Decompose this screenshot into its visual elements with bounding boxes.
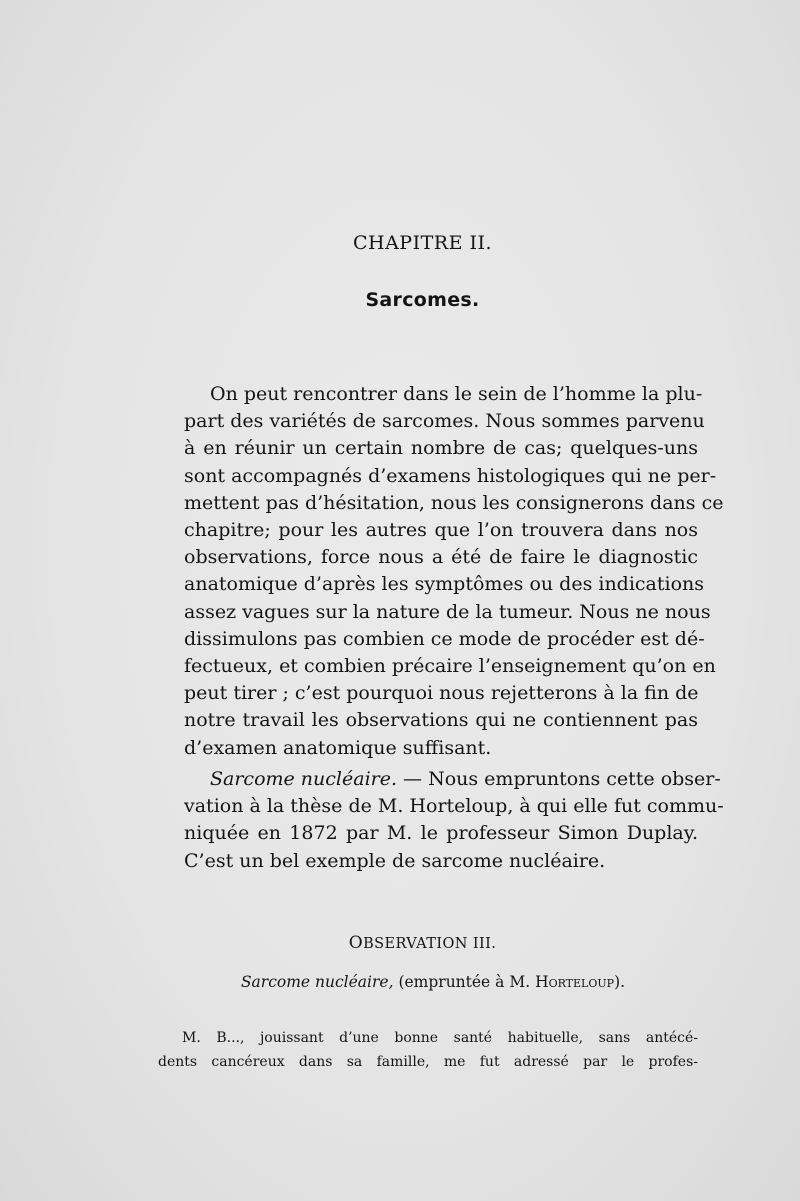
text-line: à en réunir un certain nombre de cas; quelques-uns [184,437,698,460]
text-line: fectueux, et combien précaire l’enseignement qu’on en [184,655,716,678]
text-line: peut tirer ; c’est pourquoi nous rejetterons à la fin de [184,682,699,705]
text-line: vation à la thèse de M. Horteloup, à qui elle fut commu- [184,795,724,818]
observation-body [158,1026,698,1074]
text-line: dents cancéreux dans sa famille, me fut adressé par le profes- [158,1054,698,1070]
section-title: Sarcomes. [365,289,480,311]
text-line: observations, force nous a été de faire le diagnostic [184,546,698,569]
chapter-title: CHAPITRE II. [352,232,493,254]
observation-subtitle-text: (empruntée à M. [393,973,536,991]
text-line: dissimulons pas combien ce mode de procéder est dé- [184,627,705,650]
text-line: d’examen anatomique suffisant. [184,736,492,759]
paragraph-1 [158,381,724,762]
text-line [158,766,721,793]
text-line: chapitre; pour les autres que l’on trouvera dans nos [184,519,698,542]
paragraph-lead-rest: — Nous empruntons cette obser- [397,768,721,790]
observation-subtitle-name: Horteloup [535,973,615,991]
text-line: assez vagues sur la nature de la tumeur. Nous ne nous [184,600,711,623]
observation-subtitle-end: ). [614,973,626,991]
text-line: notre travail les observations qui ne contiennent pas [184,709,698,732]
observation-heading [0,933,800,953]
text-line: mettent pas d’hésitation, nous les consignerons dans ce [184,491,724,514]
text-line: M. B..., jouissant d’une bonne santé habituelle, sans antécé- [182,1030,698,1046]
text-line: On peut rencontrer dans le sein de l’homme la plu- [210,383,703,405]
text-line: niquée en 1872 par M. le professeur Simon Duplay. [184,822,698,845]
text-line: C’est un bel exemple de sarcome nucléaire. [184,849,606,872]
paragraph-2 [158,766,724,875]
text-line: sont accompagnés d’examens histologiques qui ne per- [184,464,717,487]
paragraph-lead: Sarcome nucléaire. [210,768,398,790]
observation-heading-rest: BSERVATION III. [363,936,497,952]
observation-subtitle [0,973,800,991]
observation-subtitle-italic: Sarcome nucléaire, [240,973,394,991]
text-line: anatomique d’après les symptômes ou des indications [184,573,705,596]
observation-heading-initial: O [348,933,364,953]
text-line: part des variétés de sarcomes. Nous sommes parvenu [184,410,705,433]
